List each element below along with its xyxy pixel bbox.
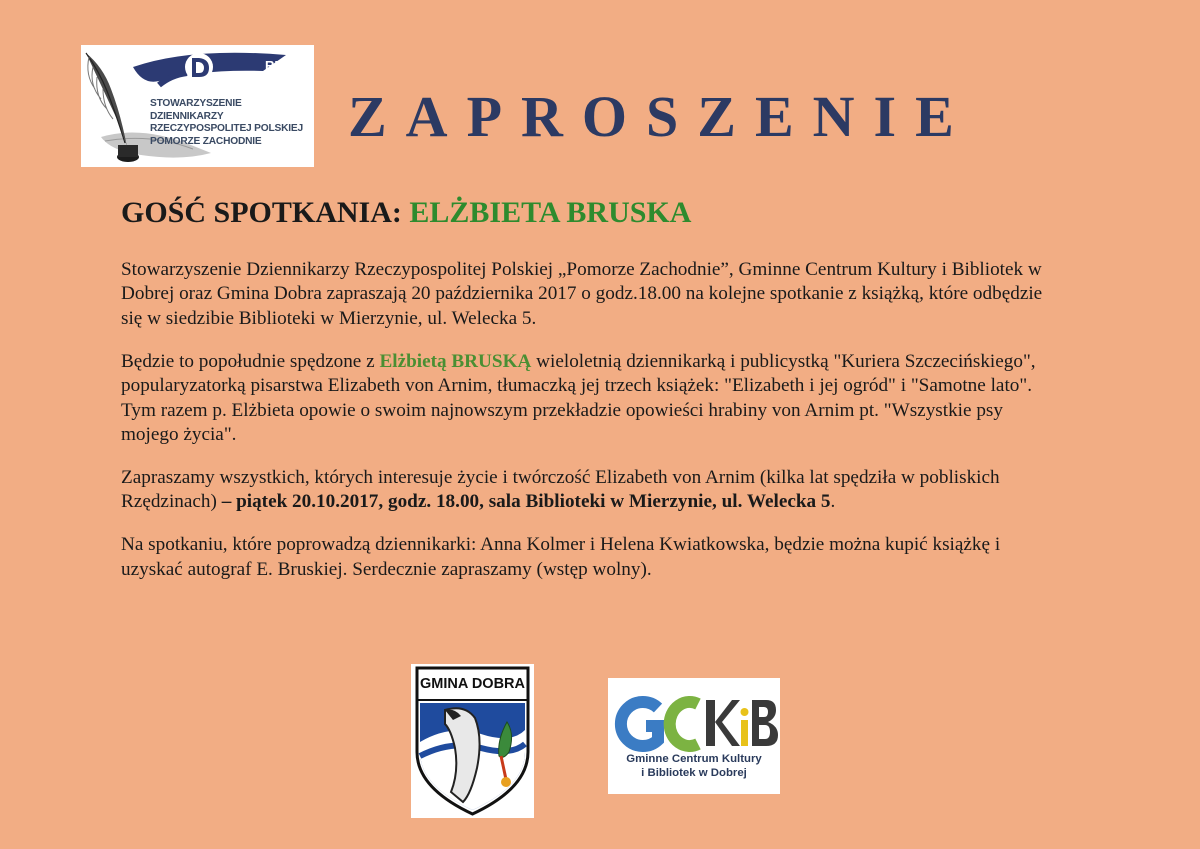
gckib-line: i Bibliotek w Dobrej xyxy=(641,766,747,779)
gmina-logo-label: GMINA DOBRA xyxy=(420,676,525,692)
gckib-line: Gminne Centrum Kultury xyxy=(626,753,762,765)
gckib-name xyxy=(608,753,780,780)
text: wieloletnią dziennikarką i publicystką "Kuriera Szczecińskiego", popularyzatorką pisarstwa Elizabeth von Arnim, tłumaczką jej trzech książek: "Elizabeth i jej ogród" i "Samotne lato". Tym razem p. Elżbieta opowie o swoim najnowszym przekładzie opowieści hrabiny von Arnim pt. "Wszystkie psy mojego życia". xyxy=(121,350,1036,445)
paragraph-hosts: Na spotkaniu, które poprowadzą dziennikarki: Anna Kolmer i Helena Kwiatkowska, będzie można kupić książkę i uzyskać autograf E. Bruskiej. Serdecznie zapraszamy (wstęp wolny). xyxy=(121,534,1001,580)
text: Będzie to popołudnie spędzone z xyxy=(121,350,380,372)
sdrp-rp-label: RP xyxy=(265,58,284,73)
paragraph-intro: Stowarzyszenie Dziennikarzy Rzeczypospolitej Polskiej „Pomorze Zachodnie”, Gminne Centrum Kultury i Bibliotek w Dobrej oraz Gmina Dobra zapraszają 20 października 2017 o godz.18.00 na kolejne spotkanie z książką, które odbędzie się w siedzibie Biblioteki w Mierzynie, ul. Welecka 5. xyxy=(121,259,1043,329)
invitation-body xyxy=(121,258,1061,600)
gckib-logo xyxy=(608,678,780,794)
guest-heading xyxy=(121,196,691,230)
paragraph-guest-bio xyxy=(121,350,1061,448)
text: Zapraszamy wszystkich, których interesuje życie i twórczość Elizabeth von Arnim (kilka lat spędziła w pobliskich Rzędzinach) xyxy=(121,466,1000,513)
sdrp-logo xyxy=(81,45,314,167)
sdrp-line: STOWARZYSZENIE DZIENNIKARZY xyxy=(150,98,242,122)
sdrp-line: RZECZYPOSPOLITEJ POLSKIEJ xyxy=(150,123,303,134)
sdrp-name xyxy=(150,98,314,148)
guest-label: GOŚĆ SPOTKANIA: xyxy=(121,196,402,229)
paragraph-event-details xyxy=(121,466,1061,515)
sdrp-line: POMORZE ZACHODNIE xyxy=(150,135,262,147)
gmina-dobra-logo xyxy=(411,664,534,818)
event-date-location: – piątek 20.10.2017, godz. 18.00, sala Biblioteki w Mierzynie, ul. Welecka 5 xyxy=(221,491,831,513)
text: . xyxy=(830,491,836,513)
page-title: ZAPROSZENIE xyxy=(348,84,973,149)
guest-name: ELŻBIETA BRUSKA xyxy=(409,196,692,229)
guest-name-inline: Elżbietą BRUSKĄ xyxy=(379,350,532,372)
